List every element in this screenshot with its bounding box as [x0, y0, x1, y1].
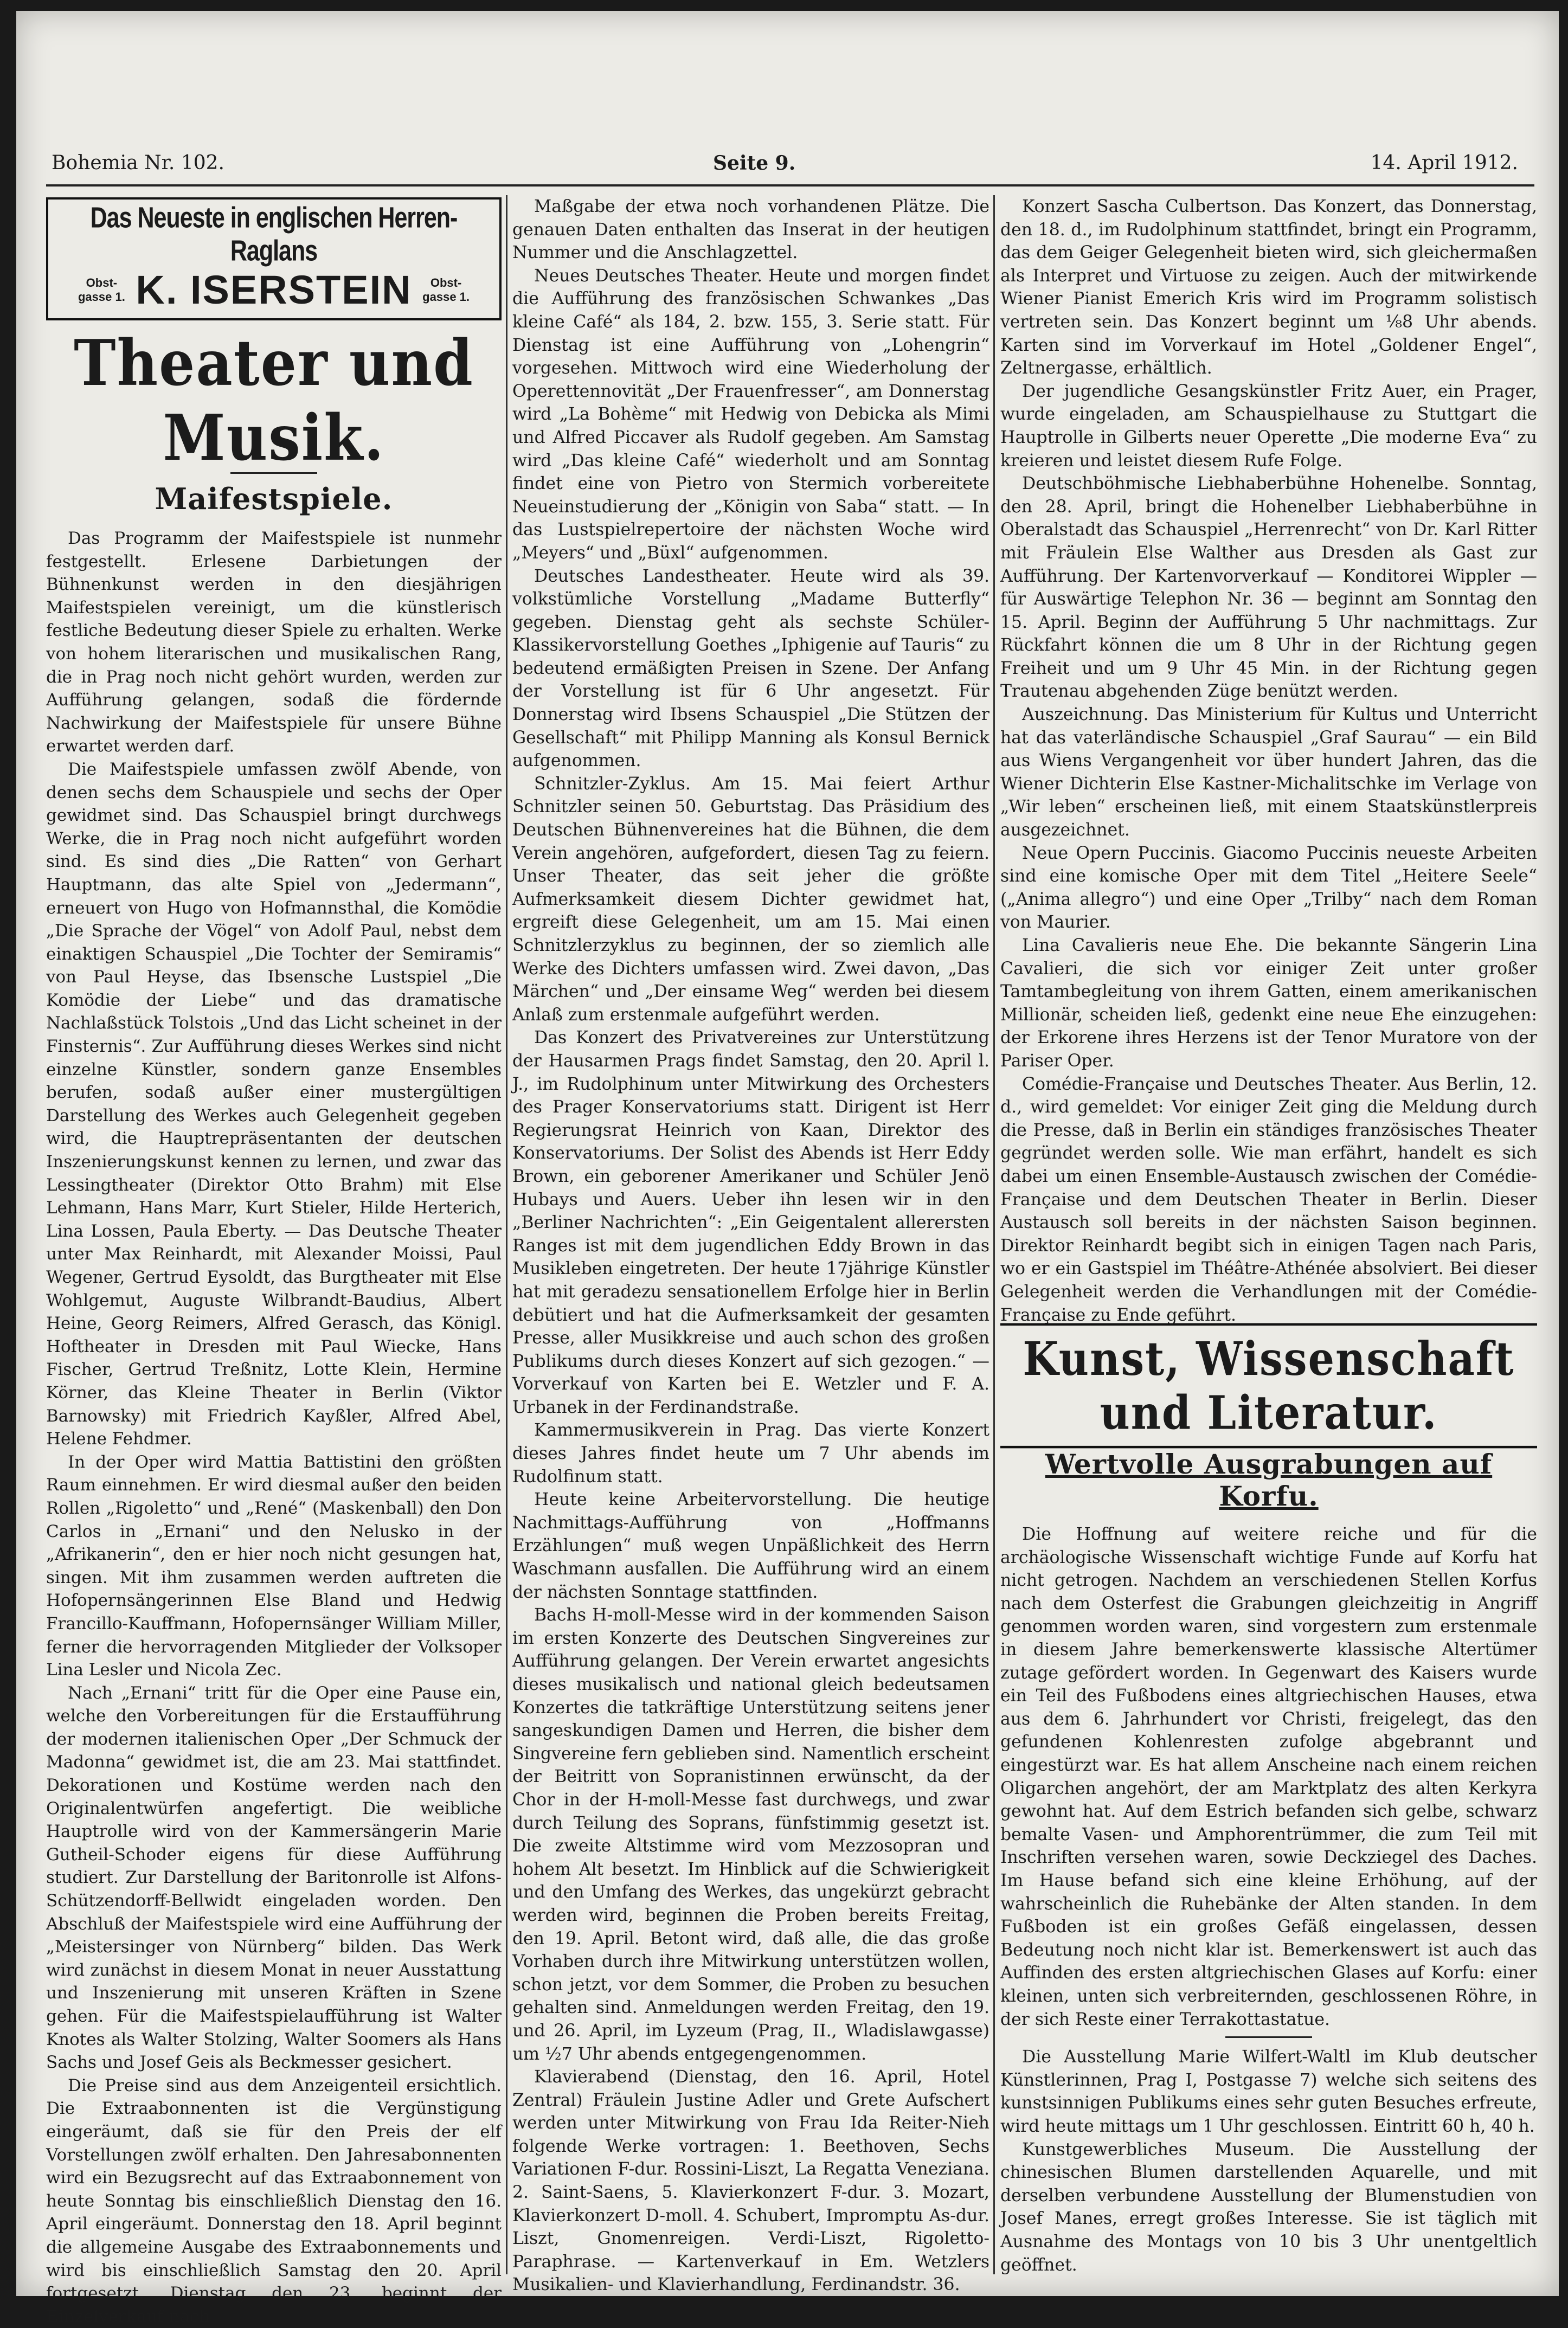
- article-title: Wertvolle Ausgrabungen auf Korfu.: [1045, 1448, 1493, 1513]
- paragraph: Neues Deutsches Theater. Heute und morgen findet die Aufführung des französischen Schwankes „Das kleine Café“ als 184, 2. bzw. 155, 3. Serie statt. Für Dienstag ist eine Aufführung von „Lohengrin“ vorgesehen. Mittwoch wird eine Wiederholung der Operettennovität „Der Frauenfresser“, am Donnerstag wird „La Bohème“ mit Hedwig von Debicka als Mimi und Alfred Piccaver als Rudolf gegeben. Am Samstag wird „Das kleine Café“ wiederholt und am Sonntag findet eine von Pietro von Stermich vorbereitete Neueinstudierung der „Königin von Saba“ statt. — In das Lustspielrepertoire der nächsten Woche wird „Meyers“ und „Büxl“ aufgenommen.: [512, 266, 989, 563]
- page-header: [46, 141, 1534, 187]
- paragraph: Comédie-Française und Deutsches Theater. Aus Berlin, 12. d., wird gemeldet: Vor einiger Zeit ging die Meldung durch die Presse, daß in Berlin ein ständiges französisches Theater gegründet werden solle. Wie man erfährt, handelt es sich dabei um einen Ensemble-Austausch zwischen der Comédie-Française und dem Deutschen Theater in Berlin. Dieser Austausch soll bereits in der nächsten Saison beginnen. Direktor Reinhardt begibt sich in einigen Tagen nach Paris, wo er ein Gastspiel im Théâtre-Athénée absolviert. Bei dieser Gelegenheit werden die Verhandlungen mit der Comédie-Française zu Ende geführt.: [1000, 1074, 1537, 1325]
- paragraph: Kammermusikverein in Prag. Das vierte Konzert dieses Jahres findet heute um 7 Uhr abends im Rudolfinum statt.: [512, 1420, 989, 1487]
- paragraph: Das Programm der Maifestspiele ist nunmehr festgestellt. Erlesene Darbietungen der Bühnenkunst werden in den diesjährigen Maifestspielen vereinigt, um die künstlerisch festliche Bedeutung dieser Spiele zu erhalten. Werke von hohem literarischen und musikalischen Rang, die in Prag noch nicht gehört wurden, werden zur Aufführung gelangen, sodaß die fördernde Nachwirkung der Maifestspiele für unsere Bühne erwartet werden darf.: [46, 529, 502, 756]
- advertisement-box: [46, 197, 502, 320]
- column-2: [512, 195, 989, 2295]
- paragraph: Klavierabend (Dienstag, den 16. April, Hotel Zentral) Fräulein Justine Adler und Grete Aufschert werden unter Mitwirkung von Frau Ida Reiter-Nieh folgende Werke vortragen: 1. Beethoven, Sechs Variationen F-dur. Rossini-Liszt, La Regatta Veneziana. 2. Saint-Saens, 5. Klavierkonzert F-dur. 3. Mozart, Klavierkonzert D-moll. 4. Schubert, Impromptu As-dur. Liszt, Gnomenreigen. Verdi-Liszt, Rigoletto-Paraphrase. — Kartenverkauf in Em. Wetzlers Musikalien- und Klavierhandlung, Ferdinandstr. 36.: [512, 2067, 989, 2295]
- issue-date: 14. April 1912.: [1370, 152, 1518, 174]
- article-title: Maifestspiele.: [155, 481, 393, 516]
- ad-address-right: Obst-gasse 1.: [422, 275, 470, 304]
- paragraph: Lina Cavalieris neue Ehe. Die bekannte Sängerin Lina Cavalieri, die sich vor einiger Zeit unter großer Tamtambegleitung von ihrem Gatten, einem amerikanischen Millionär, scheiden ließ, gedenkt eine neue Ehe einzugehen: der Erkorene ihres Herzens ist der Tenor Muratore von der Pariser Oper.: [1000, 936, 1537, 1071]
- column-rule: [506, 195, 507, 2274]
- paragraph: Der jugendliche Gesangskünstler Fritz Auer, ein Prager, wurde eingeladen, am Schauspielhause zu Stuttgart die Hauptrolle in Gilberts neuer Operette „Die moderne Eva“ zu kreieren und leistet diesem Rufe Folge.: [1000, 381, 1537, 471]
- paragraph: Schnitzler-Zyklus. Am 15. Mai feiert Arthur Schnitzler seinen 50. Geburtstag. Das Präsidium des Deutschen Bühnenvereines hat die Bühnen, die dem Verein angehören, aufgefordert, diesen Tag zu feiern. Unser Theater, das seit jeher die größte Aufmerksamkeit diesem Dichter gewidmet hat, ergreift diese Gelegenheit, um am 15. Mai einen Schnitzlerzyklus zu beginnen, der so ziemlich alle Werke des Dichters umfassen wird. Zwei davon, „Das Märchen“ und „Der einsame Weg“ werden bei diesem Anlaß zum erstenmale aufgeführt werden.: [512, 774, 989, 1025]
- column-rule: [993, 195, 995, 2274]
- paragraph: Deutschböhmische Liebhaberbühne Hohenelbe. Sonntag, den 28. April, bringt die Hohenelber Liebhaberbühne in Oberalstadt das Schauspiel „Herrenrecht“ von Dr. Karl Ritter mit Fräulein Else Walther aus Dresden als Gast zur Aufführung. Der Kartenvorverkauf — Konditorei Wippler — für Auswärtige Telephon Nr. 36 — beginnt am Sonntag den 15. April. Beginn der Aufführung 5 Uhr nachmittags. Zur Rückfahrt können die um 8 Uhr in der Richtung gegen Freiheit und um 9 Uhr 45 Min. in der Richtung gegen Trautenau abgehenden Züge benützt werden.: [1000, 474, 1537, 702]
- page-number: Seite 9.: [713, 152, 796, 175]
- paragraph: Maßgabe der etwa noch vorhandenen Plätze. Die genauen Daten enthalten das Inserat in der heutigen Nummer und die Anschlagzettel.: [512, 197, 989, 263]
- paragraph: Die Ausstellung Marie Wilfert-Waltl im Klub deutscher Künstlerinnen, Prag I, Postgasse 7) welche sich seitens des kunstsinnigen Publikums eines sehr guten Besuches erfreute, wird heute mittags um 1 Uhr geschlossen. Eintritt 60 h, 40 h.: [1000, 2047, 1537, 2136]
- article-divider: [1225, 2036, 1312, 2038]
- paragraph: Die Hoffnung auf weitere reiche und für die archäologische Wissenschaft wichtige Funde auf Korfu hat nicht getrogen. Nachdem an verschiedenen Stellen Korfus nach dem Osterfest die Grabungen gleichzeitig in Angriff genommen worden waren, sind vorgestern zum erstenmale in diesem Jahre bemerkenswerte klassische Altertümer zutage gefördert worden. In Gegenwart des Kaisers wurde ein Teil des Fußbodens eines altgriechischen Hauses, etwa aus dem 6. Jahrhundert vor Christi, freigelegt, das den gefundenen Kohlenresten zufolge abgebrannt und eingestürzt war. Es hat allem Anscheine nach einem reichen Oligarchen angehört, der am Marktplatz des alten Kerkyra gewohnt hat. Auf dem Estrich befanden sich gelbe, schwarz bemalte Vasen- und Amphorentrümmer, die zum Teil mit Inschriften versehen waren, sowie Deckziegel des Daches. Im Hause befand sich eine kleine Erhöhung, auf der wahrscheinlich die Ruhebänke der Alten standen. In dem Fußboden ist ein großes Gefäß eingelassen, dessen Bedeutung noch nicht klar ist. Bemerkenswert ist auch das Auffinden des ersten altgriechischen Glases auf Korfu: einer kleinen, unten sich verbreiternden, geschlossenen Röhre, in der sich Reste einer Terrakottastatue.: [1000, 1525, 1537, 2029]
- column-1: [46, 195, 502, 2326]
- paragraph: Bachs H-moll-Messe wird in der kommenden Saison im ersten Konzerte des Deutschen Singvereines zur Aufführung gelangen. Der Verein erwartet angesichts dieses musikalisch und national gleich bedeutsamen Konzertes die tatkräftige Unterstützung seitens jener sangeskundigen Damen und Herren, die bisher dem Singvereine fern geblieben sind. Namentlich erscheint der Beitritt von Sopranistinnen erwünscht, da der Chor in der H-moll-Messe fast durchwegs, und zwar durch Teilung des Soprans, fünfstimmig gesetzt ist. Die zweite Altstimme wird vom Mezzosopran und hohem Alt besetzt. Im Hinblick auf die Schwierigkeit und den Umfang des Werkes, das ungekürzt gebracht werden wird, beginnen die Proben bereits Freitag, den 19. April. Betont wird, daß alle, die das große Vorhaben durch ihre Mitwirkung unterstützen wollen, schon jetzt, vor dem Sommer, die Proben zu besuchen gehalten sind. Anmeldungen werden Freitag, den 19. und 26. April, im Lyzeum (Prag, II., Wladislawgasse) um ½7 Uhr abends entgegengenommen.: [512, 1605, 989, 2064]
- column-3: [1000, 195, 1537, 2274]
- paragraph: Heute keine Arbeitervorstellung. Die heutige Nachmittags-Aufführung von „Hoffmanns Erzählungen“ muß wegen Unpäßlichkeit des Herrn Waschmann ausfallen. Die Aufführung wird an einem der nächsten Sonntage stattfinden.: [512, 1490, 989, 1602]
- newspaper-page: [16, 11, 1559, 2326]
- paragraph: Die Preise sind aus dem Anzeigenteil ersichtlich. Die Extraabonnenten ist die Vergünstigung eingeräumt, daß sie für den Preis der elf Vorstellungen zwölf erhalten. Den Jahresabonnenten wird ein Bezugsrecht auf das Extraabonnement von heute Sonntag bis einschließlich Dienstag den 16. April eingeräumt. Donnerstag den 18. April beginnt die allgemeine Ausgabe des Extraabonnements und wird bis einschließlich Samstag den 20. April fortgesetzt. Dienstag den 23. beginnt der Einzelverkauf nach: [46, 2075, 502, 2326]
- ad-company-name: K. ISERSTEIN: [136, 267, 412, 312]
- paragraph: In der Oper wird Mattia Battistini den größten Raum einnehmen. Er wird diesmal außer den beiden Rollen „Rigoletto“ und „René“ (Maskenball) den Don Carlos in „Ernani“ und den Nelusko in der „Afrikanerin“, den er hier noch nicht gesungen hat, singen. Mit ihm zusammen werden auftreten die Hofopernsängerinnen Else Bland und Hedwig Francillo-Kauffmann, Hofopernsänger William Miller, ferner die hervorragenden Mitglieder der Volksoper Lina Lesler und Nicola Zec.: [46, 1452, 502, 1680]
- paragraph: Auszeichnung. Das Ministerium für Kultus und Unterricht hat das vaterländische Schauspiel „Graf Saurau“ — ein Bild aus Wiens Vergangenheit vor über hundert Jahren, das die Wiener Dichterin Else Kastner-Michalitschke im Verlage von „Wir leben“ erscheinen ließ, mit einem Staatskünstlerpreis ausgezeichnet.: [1000, 705, 1537, 840]
- paragraph: Neue Opern Puccinis. Giacomo Puccinis neueste Arbeiten sind eine komische Oper mit dem Titel „Heitere Seele“ („Anima allegro“) und eine Oper „Trilby“ nach dem Roman von Maurier.: [1000, 843, 1537, 933]
- ad-headline: Das Neueste in englischen Herren-Raglans: [90, 201, 458, 267]
- paragraph: Kunstgewerbliches Museum. Die Ausstellung der chinesischen Blumen darstellenden Aquarelle, und mit derselben verbundene Ausstellung der Blumenstudien von Josef Manes, erregt großes Interesse. Sie ist täglich mit Ausnahme des Montags von 10 bis 3 Uhr unentgeltlich geöffnet.: [1000, 2139, 1537, 2275]
- paragraph: Die Maifestspiele umfassen zwölf Abende, von denen sechs dem Schauspiele und sechs der Oper gewidmet sind. Das Schauspiel bringt durchwegs Werke, die in Prag noch nicht aufgeführt worden sind. Es sind dies „Die Ratten“ von Gerhart Hauptmann, das alte Spiel von „Jedermann“, erneuert von Hugo von Hofmannsthal, die Komödie „Die Sprache der Vögel“ von Adolf Paul, nebst dem einaktigen Schauspiel „Die Tochter der Semiramis“ von Paul Heyse, das Ibsensche Lustspiel „Die Komödie der Liebe“ und das dramatische Nachlaßstück Tolstois „Und das Licht scheinet in der Finsternis“. Zur Aufführung dieses Werkes sind nicht einzelne Künstler, sondern ganze Ensembles berufen, sodaß außer einer mustergültigen Darstellung des Werkes auch Gelegenheit gegeben wird, die Hauptrepräsentanten der deutschen Inszenierungskunst kennen zu lernen, und zwar das Lessingtheater (Direktor Otto Brahm) mit Else Lehmann, Hans Marr, Kurt Stieler, Hilde Herterich, Lina Lossen, Paula Eberty. — Das Deutsche Theater unter Max Reinhardt, mit Alexander Moissi, Paul Wegener, Gertrud Eysoldt, das Burgtheater mit Else Wohlgemut, Auguste Wilbrandt-Baudius, Albert Heine, Georg Reimers, Alfred Gerasch, das Königl. Hoftheater in Dresden mit Paul Wiecke, Hans Fischer, Gertrud Treßnitz, Lotte Klein, Hermine Körner, das Kleine Theater in Berlin (Viktor Barnowsky) mit Friedrich Kayßler, Alfred Abel, Helene Fehdmer.: [46, 759, 502, 1449]
- section-title: Theater und Musik.: [74, 325, 474, 475]
- paragraph: Nach „Ernani“ tritt für die Oper eine Pause ein, welche den Vorbereitungen für die Erstaufführung der modernen italienischen Oper „Der Schmuck der Madonna“ gewidmet ist, die am 23. Mai stattfindet. Dekorationen und Kostüme werden nach den Originalentwürfen angefertigt. Die weibliche Hauptrolle wird von der Kammersängerin Marie Gutheil-Schoder eigens für diese Aufführung studiert. Zur Darstellung der Baritonrolle ist Alfons-Schützendorff-Bellwidt eingeladen worden. Den Abschluß der Maifestspiele wird eine Aufführung der „Meistersinger von Nürnberg“ bilden. Das Werk wird zunächst in diesem Monat in neuer Ausstattung und Inszenierung mit unseren Kräften in Szene gehen. Für die Maifestspielaufführung ist Walter Knotes als Walter Stolzing, Walter Soomers als Hans Sachs und Josef Geis als Beckmesser gesichert.: [46, 1683, 502, 2073]
- issue-number: Bohemia Nr. 102.: [52, 152, 224, 174]
- ad-address-left: Obst-gasse 1.: [78, 275, 125, 304]
- section-title: Kunst, Wissenschaft und Literatur.: [1000, 1323, 1537, 1449]
- paragraph: Deutsches Landestheater. Heute wird als 39. volkstümliche Vorstellung „Madame Butterfly“ gegeben. Dienstag geht als sechste Schüler-Klassikervorstellung Goethes „Iphigenie auf Tauris“ zu bedeutend ermäßigten Preisen in Szene. Der Anfang der Vorstellung ist für 6 Uhr angesetzt. Für Donnerstag wird Ibsens Schauspiel „Die Stützen der Gesellschaft“ mit Philipp Manning als Konsul Bernick aufgenommen.: [512, 566, 989, 771]
- paragraph: Konzert Sascha Culbertson. Das Konzert, das Donnerstag, den 18. d., im Rudolphinum stattfindet, bringt ein Programm, das dem Geiger Gelegenheit bieten wird, sich gleichermaßen als Interpret und Virtuose zu zeigen. Auch der mitwirkende Wiener Pianist Emerich Kris wird im Programm solistisch vertreten sein. Das Konzert beginnt um ⅛8 Uhr abends. Karten sind im Vorverkauf im Hotel „Goldener Engel“, Zeltnergasse, erhältlich.: [1000, 197, 1537, 378]
- ad-row: [56, 267, 492, 313]
- paragraph: Das Konzert des Privatvereines zur Unterstützung der Hausarmen Prags findet Samstag, den 20. April l. J., im Rudolphinum unter Mitwirkung des Orchesters des Prager Konservatoriums statt. Dirigent ist Herr Regierungsrat Heinrich von Kaan, Direktor des Konservatoriums. Der Solist des Abends ist Herr Eddy Brown, ein geborener Amerikaner und Schüler Jenö Hubays und Auers. Ueber ihn lesen wir in den „Berliner Nachrichten“: „Ein Geigentalent allerersten Ranges ist mit dem jugendlichen Eddy Brown in das Musikleben eingetreten. Der heute 17jährige Künstler hat mit geradezu sensationellem Erfolge hier in Berlin debütiert und hat die Aufmerksamkeit der gesamten Presse, aller Musikkreise und auch schon des großen Publikums durch dieses Konzert auf sich gezogen.“ — Vorverkauf von Karten bei E. Wetzler und F. A. Urbanek in der Ferdinandstraße.: [512, 1028, 989, 1417]
